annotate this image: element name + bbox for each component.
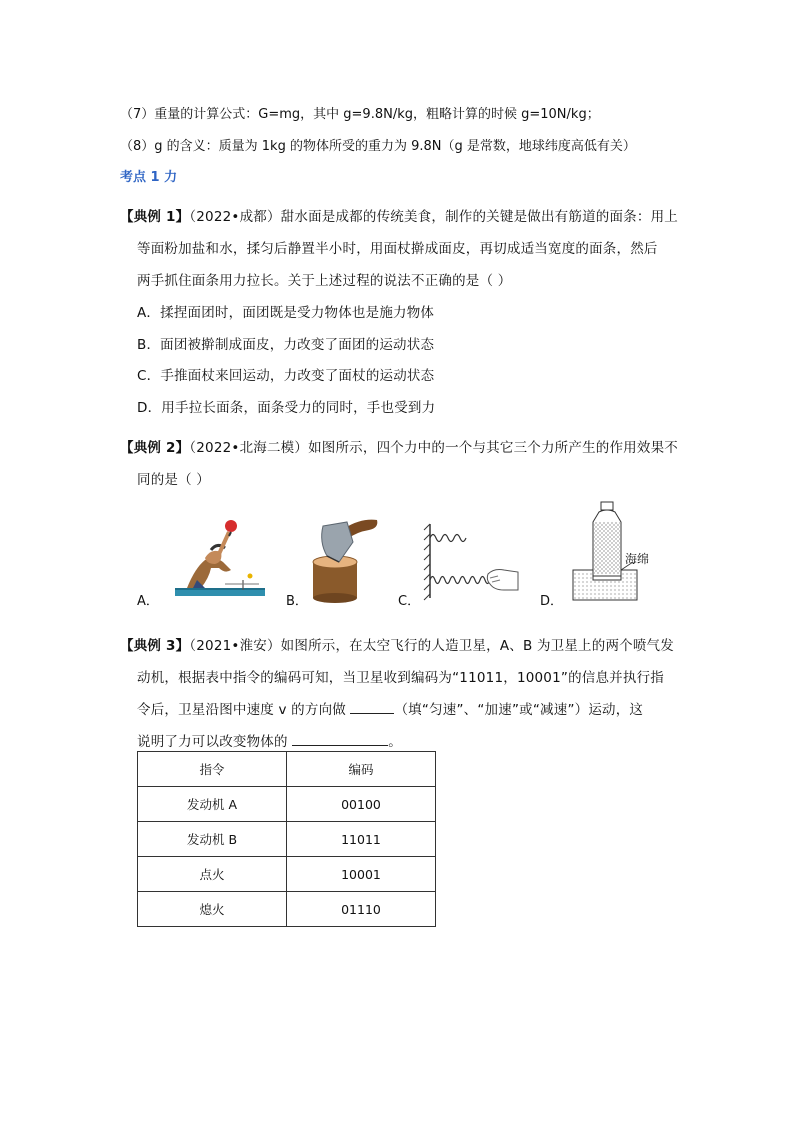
example3-line-3 xyxy=(137,698,643,718)
example1-tag: 【典例 1】 xyxy=(120,209,190,225)
example1-option-d: D．用手拉长面条，面条受力的同时，手也受到力 xyxy=(137,400,436,416)
sponge-label: 海绵 xyxy=(625,552,650,566)
table-cell: 熄火 xyxy=(138,892,287,927)
example3-line-3-b: （填“匀速”、“加速”或“减速”）运动，这 xyxy=(394,702,644,718)
example2-text-1: （2022•北海二模）如图所示，四个力中的一个与其它三个力所产生的作用效果不 xyxy=(189,440,678,456)
fill-blank-change[interactable] xyxy=(292,733,388,746)
table-header-cell: 编码 xyxy=(287,752,436,787)
example3-line-4-b: 。 xyxy=(388,734,402,750)
table-cell: 点火 xyxy=(138,857,287,892)
example3-line-3-a: 令后，卫星沿图中速度 v 的方向做 xyxy=(137,702,351,718)
example1-option-b: B．面团被擀制成面皮，力改变了面团的运动状态 xyxy=(137,337,435,353)
example3-line-1 xyxy=(120,634,674,654)
figure-b-axe-stump xyxy=(305,512,385,604)
table-cell: 10001 xyxy=(287,857,436,892)
table-row xyxy=(138,892,436,927)
example1-option-a: A．揉捏面团时，面团既是受力物体也是施力物体 xyxy=(137,305,435,321)
table-cell: 11011 xyxy=(287,822,436,857)
table-header-row xyxy=(138,752,436,787)
table-cell: 发动机 A xyxy=(138,787,287,822)
fill-blank-motion[interactable] xyxy=(350,701,394,714)
instruction-code-table xyxy=(137,751,436,927)
example3-line-2: 动机，根据表中指令的编码可知，当卫星收到编码为“11011，10001”的信息并执行指 xyxy=(137,670,664,686)
figure-d-bottle-sponge xyxy=(565,500,675,604)
example3-text-1: （2021•淮安）如图所示，在太空飞行的人造卫星，A、B 为卫星上的两个喷气发 xyxy=(189,638,674,654)
example2-tag: 【典例 2】 xyxy=(120,440,190,456)
example1-line-1 xyxy=(120,205,678,225)
figure-c-springs xyxy=(420,520,520,604)
figure-c-label: C． xyxy=(398,594,421,609)
example3-line-4-a: 说明了力可以改变物体的 xyxy=(137,734,293,750)
example1-text-1: （2022•成都）甜水面是成都的传统美食，制作的关键是做出有筋道的面条：用上 xyxy=(189,209,678,225)
table-cell: 01110 xyxy=(287,892,436,927)
example1-line-2: 等面粉加盐和水，揉匀后静置半小时，用面杖擀成面皮，再切成适当宽度的面条，然后 xyxy=(137,241,658,257)
table-row xyxy=(138,822,436,857)
example3-tag: 【典例 3】 xyxy=(120,638,190,654)
example2-line-2: 同的是（ ） xyxy=(137,472,210,488)
table-cell: 发动机 B xyxy=(138,822,287,857)
note-line-8: （8）g 的含义：质量为 1kg 的物体所受的重力为 9.8N（g 是常数，地球纬度高低有关） xyxy=(120,139,636,154)
figure-d-label: D． xyxy=(540,594,564,609)
note-line-7: （7）重量的计算公式：G=mg，其中 g=9.8N/kg，粗略计算的时候 g=10N/kg； xyxy=(120,107,600,122)
figure-a-table-tennis xyxy=(165,518,270,602)
section-heading: 考点 1 力 xyxy=(120,170,178,185)
example2-line-1 xyxy=(120,436,678,456)
table-cell: 00100 xyxy=(287,787,436,822)
example1-option-c: C．手推面杖来回运动，力改变了面杖的运动状态 xyxy=(137,368,435,384)
figure-a-label: A． xyxy=(137,594,159,609)
table-row xyxy=(138,857,436,892)
table-header-cell: 指令 xyxy=(138,752,287,787)
figure-b-label: B． xyxy=(286,594,308,609)
example3-line-4 xyxy=(137,730,402,750)
example1-line-3: 两手抓住面条用力拉长。关于上述过程的说法不正确的是（ ） xyxy=(137,273,512,289)
table-row xyxy=(138,787,436,822)
